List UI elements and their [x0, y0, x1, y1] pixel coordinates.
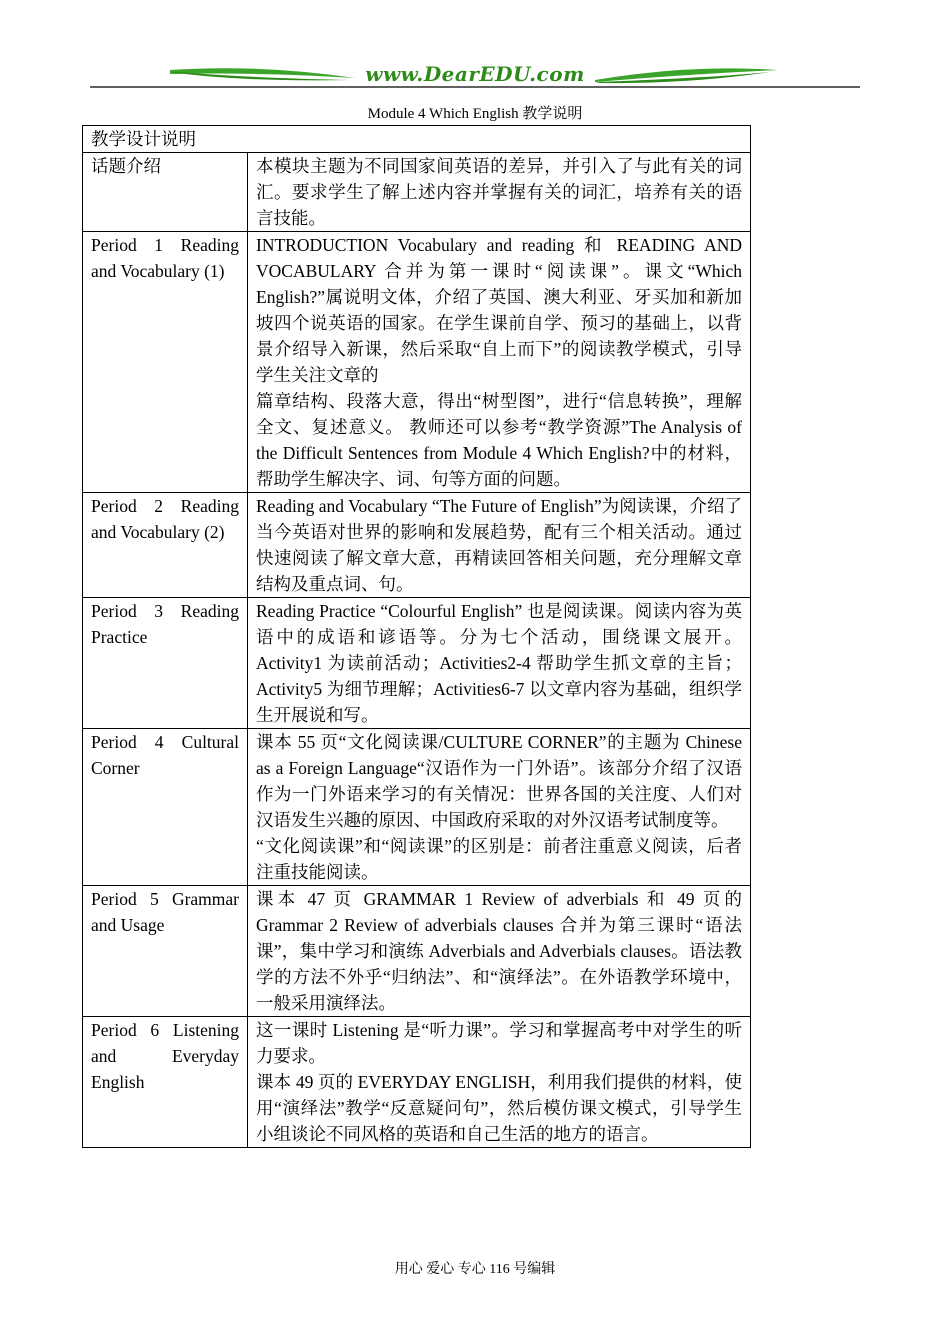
table-row — [83, 232, 751, 493]
table-row — [83, 493, 751, 598]
table-row — [83, 1017, 751, 1148]
table-row — [83, 729, 751, 886]
document-title: Module 4 Which English 教学说明 — [367, 106, 583, 122]
table-row — [83, 598, 751, 729]
period-description — [248, 886, 751, 1017]
description-paragraph: Reading Practice “Colourful English” 也是阅读课。阅读内容为英语中的成语和谚语等。分为七个活动，围绕课文展开。Activity1 为读前活动；Activities2-4 帮助学生抓文章的主旨；Activity5 为细节理解；Activities6-7 以文章内容为基础，组织学生开展说和写。 — [256, 601, 742, 725]
lesson-plan-table — [82, 125, 751, 1148]
period-label: Period 1 Reading and Vocabulary (1) — [83, 232, 248, 493]
description-paragraph: INTRODUCTION Vocabulary and reading 和 READING AND VOCABULARY 合并为第一课时“阅读课”。课文“Which English?”属说明文体，介绍了英国、澳大利亚、牙买加和新加坡四个说英语的国家。在学生课前自学、预习的基础上，以背景介绍导入新课，然后采取“自上而下”的阅读教学模式，引导学生关注文章的 — [256, 235, 742, 385]
period-label: Period 4 Cultural Corner — [83, 729, 248, 886]
period-description — [248, 232, 751, 493]
period-description — [248, 598, 751, 729]
description-paragraph: 课本 55 页“文化阅读课/CULTURE CORNER”的主题为 Chinese as a Foreign Language“汉语作为一门外语”。该部分介绍了汉语作为一门外语来学习的有关情况：世界各国的关注度、人们对汉语发生兴趣的原因、中国政府采取的对外汉语考试制度等。 — [256, 732, 742, 830]
description-paragraph: 这一课时 Listening 是“听力课”。学习和掌握高考中对学生的听力要求。 — [256, 1020, 742, 1066]
description-paragraph: 本模块主题为不同国家间英语的差异，并引入了与此有关的词汇。要求学生了解上述内容并掌握有关的词汇，培养有关的语言技能。 — [256, 156, 742, 228]
period-label: 话题介绍 — [83, 153, 248, 232]
table-heading: 教学设计说明 — [83, 126, 751, 153]
description-paragraph: “文化阅读课”和“阅读课”的区别是：前者注重意义阅读，后者注重技能阅读。 — [256, 836, 742, 882]
description-paragraph: Reading and Vocabulary “The Future of English”为阅读课，介绍了当今英语对世界的影响和发展趋势，配有三个相关活动。通过快速阅读了解文章大意，再精读回答相关问题，充分理解文章结构及重点词、句。 — [256, 496, 742, 594]
table-heading-row — [83, 126, 751, 153]
page-footer: 用心 爱心 专心 116 号编辑 — [394, 1262, 556, 1277]
period-label: Period 5 Grammar and Usage — [83, 886, 248, 1017]
description-paragraph: 课本 49 页的 EVERYDAY ENGLISH，利用我们提供的材料，使用“演绎法”教学“反意疑问句”，然后模仿课文模式，引导学生小组谈论不同风格的英语和自己生活的地方的语言。 — [256, 1072, 742, 1144]
description-paragraph: 课本 47 页 GRAMMAR 1 Review of adverbials 和 49 页的 Grammar 2 Review of adverbials clauses 合并为第三课时“语法课”，集中学习和演练 Adverbials and Adverbials clauses。语法教学的方法不外乎“归纳法”、和“演绎法”。在外语教学环境中，一般采用演绎法。 — [256, 889, 742, 1013]
period-label: Period 2 Reading and Vocabulary (2) — [83, 493, 248, 598]
period-label: Period 6 Listening and Everyday English — [83, 1017, 248, 1148]
period-description — [248, 1017, 751, 1148]
period-description — [248, 729, 751, 886]
period-description — [248, 153, 751, 232]
period-label: Period 3 Reading Practice — [83, 598, 248, 729]
table-row — [83, 153, 751, 232]
table-row — [83, 886, 751, 1017]
brand-logo-text: www.DearEDU.com — [365, 62, 585, 86]
page-header — [90, 60, 860, 94]
description-paragraph: 篇章结构、段落大意，得出“树型图”，进行“信息转换”，理解全文、复述意义。 教师还可以参考“教学资源”The Analysis of the Difficult Sentences from Module 4 Which English?中的材料，帮助学生解决字、词、句等方面的问题。 — [256, 391, 742, 489]
period-description — [248, 493, 751, 598]
